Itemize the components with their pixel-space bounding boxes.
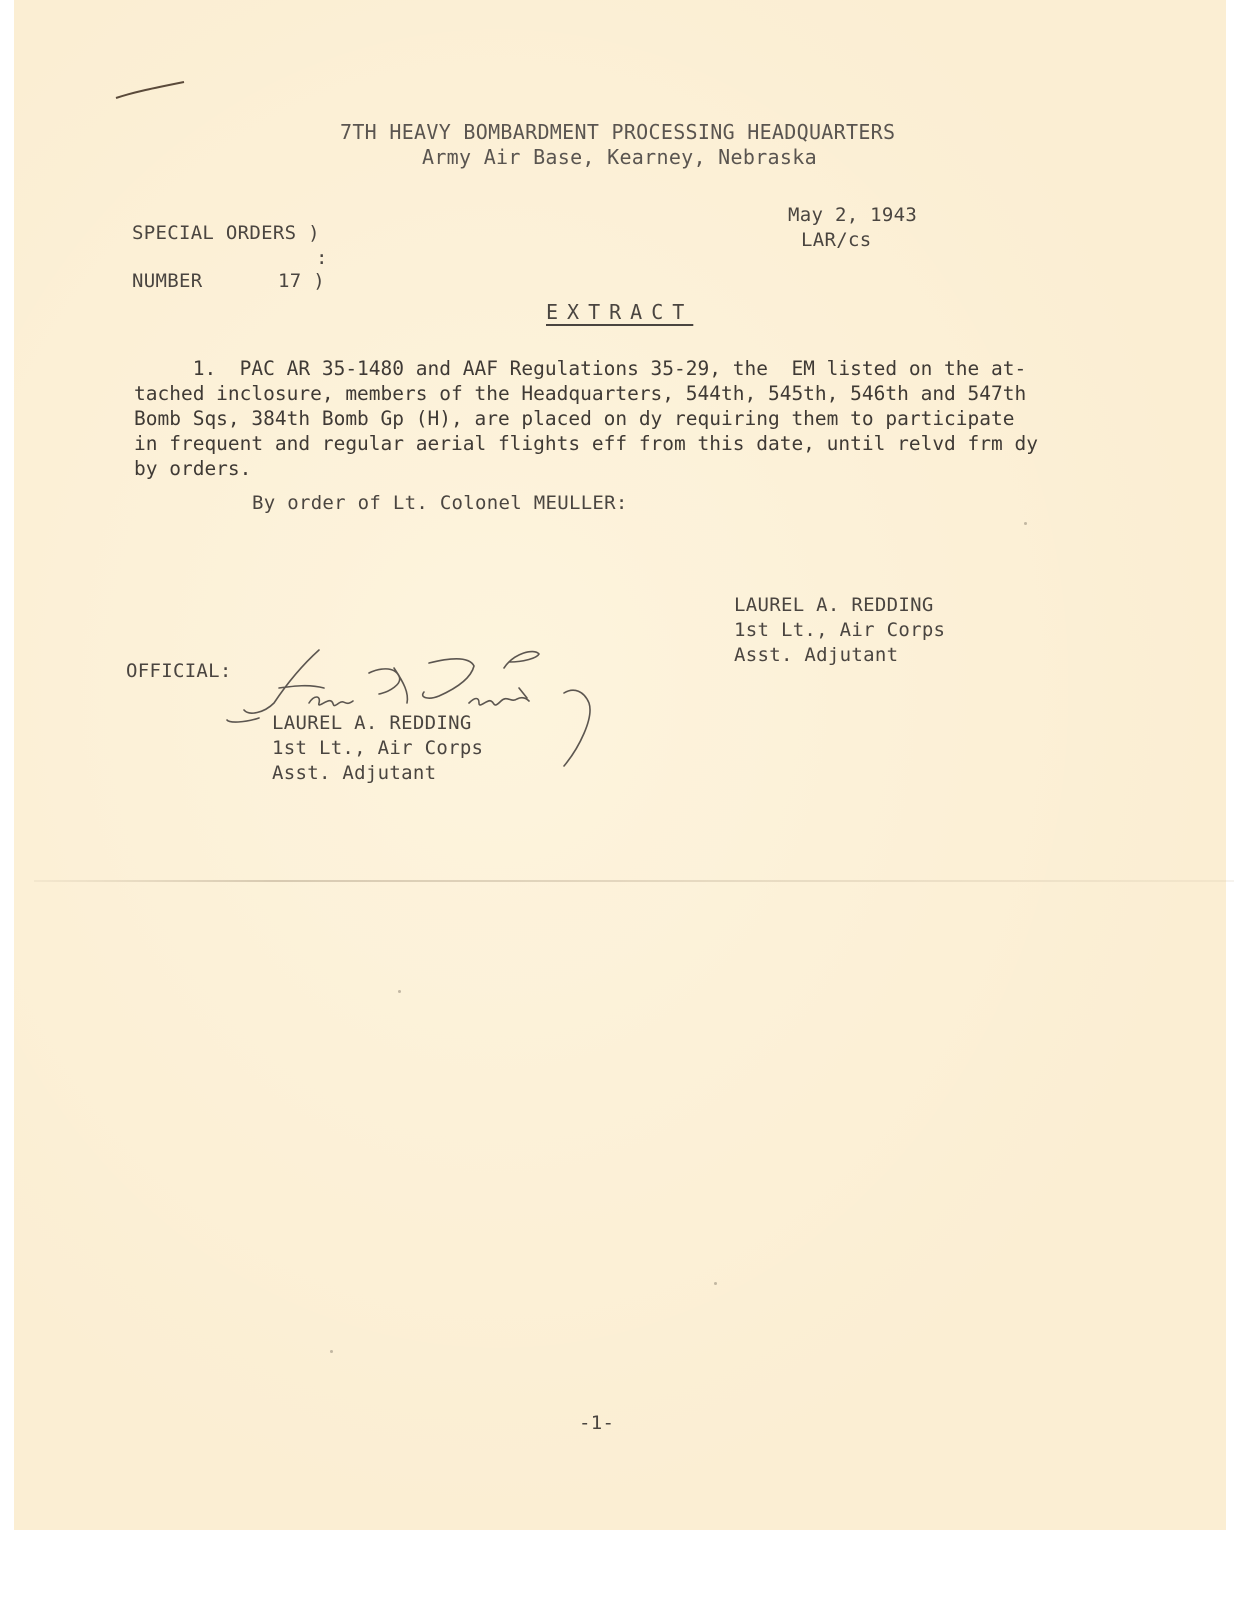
paragraph-line: by orders. — [134, 457, 252, 480]
pen-mark-icon — [114, 78, 194, 102]
order-date: May 2, 1943 — [788, 204, 918, 226]
paragraph-line: in frequent and regular aerial flights eff from this date, until relvd frm dy — [134, 432, 1038, 455]
official-title: Asst. Adjutant — [272, 762, 437, 784]
official-label: OFFICIAL: — [126, 660, 232, 682]
paper-speck — [714, 1282, 717, 1285]
paper-speck — [330, 1350, 333, 1353]
paper-speck — [1024, 522, 1027, 525]
order-paragraph — [134, 356, 1094, 481]
signatory-rank: 1st Lt., Air Corps — [734, 619, 946, 641]
paper-fold-line — [34, 880, 1234, 882]
signatory-title: Asst. Adjutant — [734, 644, 899, 666]
extract-title: EXTRACT — [546, 300, 694, 324]
paragraph-line: Bomb Sqs, 384th Bomb Gp (H), are placed on dy requiring them to participate — [134, 407, 1015, 430]
handwritten-signature-icon — [219, 648, 649, 798]
number-label: NUMBER — [132, 270, 203, 292]
paragraph-line: tached inclosure, members of the Headquarters, 544th, 545th, 546th and 547th — [134, 382, 1027, 405]
orders-colon: : — [316, 247, 328, 269]
letterhead-title: 7TH HEAVY BOMBARDMENT PROCESSING HEADQUARTERS — [340, 120, 896, 144]
paragraph-line: 1. PAC AR 35-1480 and AAF Regulations 35-29, the EM listed on the at- — [134, 357, 1027, 380]
special-orders-label: SPECIAL ORDERS ) — [132, 222, 320, 244]
signatory-name: LAUREL A. REDDING — [734, 594, 934, 616]
order-reference: LAR/cs — [801, 229, 872, 251]
letterhead-location: Army Air Base, Kearney, Nebraska — [422, 145, 817, 169]
by-order-line: By order of Lt. Colonel MEULLER: — [252, 492, 628, 514]
paper-speck — [398, 990, 401, 993]
number-value: 17 ) — [278, 270, 325, 292]
page-number: -1- — [579, 1412, 615, 1434]
official-rank: 1st Lt., Air Corps — [272, 737, 484, 759]
official-name: LAUREL A. REDDING — [272, 712, 472, 734]
document-page — [14, 0, 1226, 1530]
